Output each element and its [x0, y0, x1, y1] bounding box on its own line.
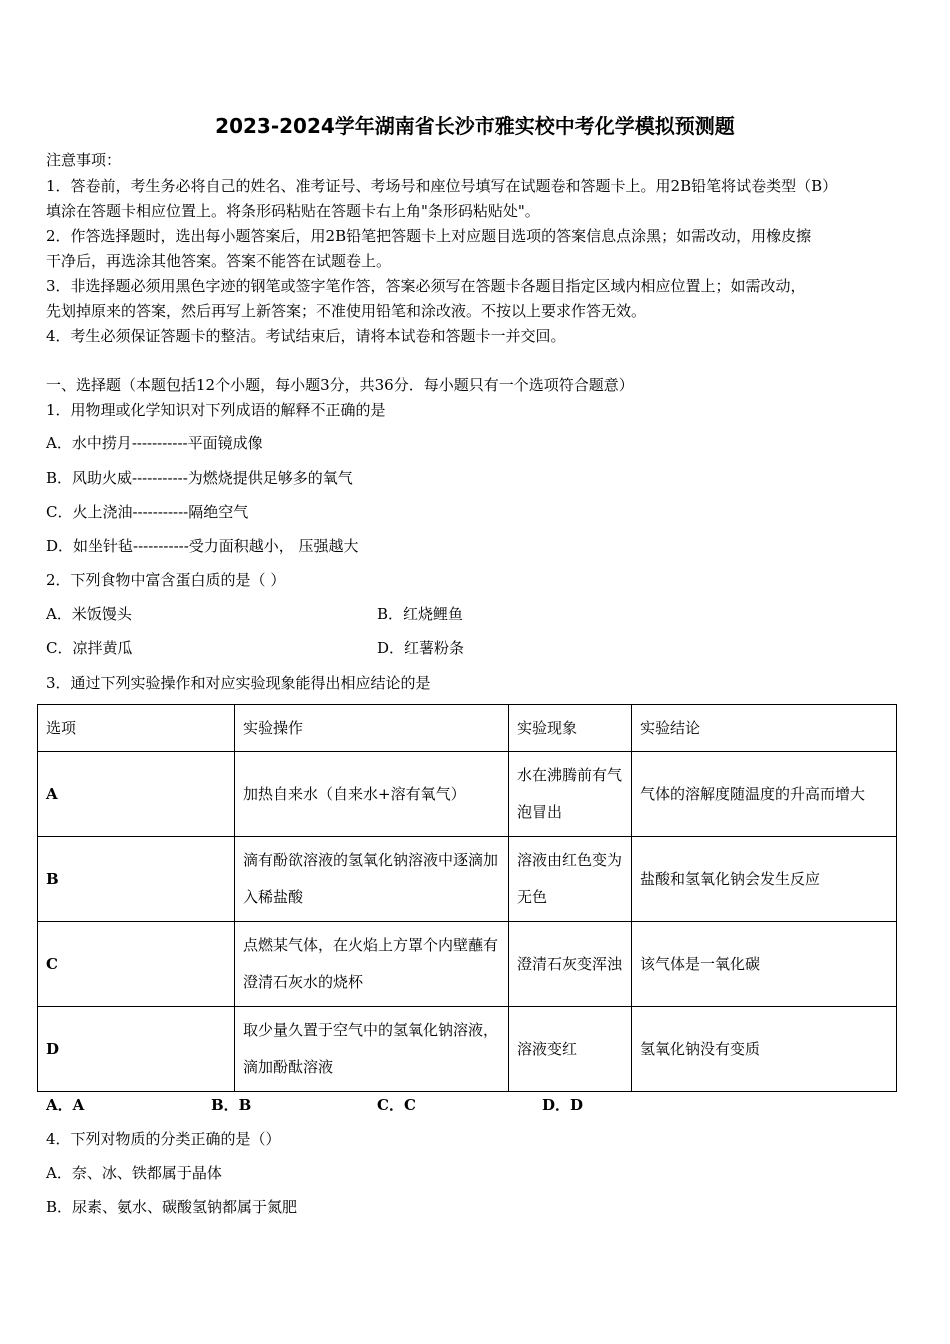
- table-header-row: [38, 705, 897, 752]
- q1-stem: 1．用物理或化学知识对下列成语的解释不正确的是: [46, 401, 386, 419]
- notice-line-7: 4．考生必须保证答题卡的整洁。考试结束后，请将本试卷和答题卡一并交回。: [46, 327, 566, 345]
- notice-line-4: 干净后，再选涂其他答案。答案不能答在试题卷上。: [46, 252, 392, 270]
- notice-line-6: 先划掉原来的答案，然后再写上新答案；不准使用铅笔和涂改液。不按以上要求作答无效。: [46, 302, 647, 320]
- row-phenomenon: 水在沸腾前有气泡冒出: [509, 752, 632, 837]
- table-row: [38, 752, 897, 837]
- q4-stem: 4．下列对物质的分类正确的是（）: [46, 1130, 281, 1148]
- q3-option-b: B．B: [211, 1096, 252, 1114]
- q4-option-a: A．奈、冰、铁都属于晶体: [46, 1164, 222, 1182]
- row-operation: 点燃某气体，在火焰上方罩个内壁蘸有澄清石灰水的烧杯: [235, 922, 509, 1007]
- q3-option-c: C．C: [377, 1096, 416, 1114]
- row-conclusion: 盐酸和氢氧化钠会发生反应: [632, 837, 897, 922]
- header-operation: 实验操作: [235, 705, 509, 752]
- row-phenomenon: 澄清石灰变浑浊: [509, 922, 632, 1007]
- row-option: B: [38, 837, 235, 922]
- row-operation: 取少量久置于空气中的氢氧化钠溶液，滴加酚酞溶液: [235, 1007, 509, 1092]
- q1-option-d: D．如坐针毡-----------受力面积越小， 压强越大: [46, 537, 359, 555]
- notice-line-3: 2．作答选择题时，选出每小题答案后，用2B铅笔把答题卡上对应题目选项的答案信息点涂黑；如需改动，用橡皮擦: [46, 227, 812, 245]
- q3-option-d: D．D: [542, 1096, 584, 1114]
- row-conclusion: 气体的溶解度随温度的升高而增大: [632, 752, 897, 837]
- table-row: [38, 837, 897, 922]
- row-option: C: [38, 922, 235, 1007]
- row-operation: 滴有酚欲溶液的氢氧化钠溶液中逐滴加入稀盐酸: [235, 837, 509, 922]
- experiment-table: [37, 704, 897, 1092]
- row-conclusion: 氢氧化钠没有变质: [632, 1007, 897, 1092]
- q1-option-c: C．火上浇油-----------隔绝空气: [46, 503, 249, 521]
- notice-heading: 注意事项：: [46, 151, 122, 169]
- q2-option-a: A．米饭馒头: [46, 605, 132, 623]
- q3-option-a: A．A: [46, 1096, 85, 1114]
- row-phenomenon: 溶液变红: [509, 1007, 632, 1092]
- row-phenomenon: 溶液由红色变为无色: [509, 837, 632, 922]
- notice-line-5: 3．非选择题必须用黑色字迹的钢笔或签字笔作答，答案必须写在答题卡各题目指定区域内相应位置上；如需改动，: [46, 277, 806, 295]
- q1-option-b: B．风助火威-----------为燃烧提供足够多的氧气: [46, 469, 353, 487]
- row-option: A: [38, 752, 235, 837]
- table-row: [38, 1007, 897, 1092]
- header-conclusion: 实验结论: [632, 705, 897, 752]
- q4-option-b: B．尿素、氨水、碳酸氢钠都属于氮肥: [46, 1198, 298, 1216]
- page-title: 2023-2024学年湖南省长沙市雅实校中考化学模拟预测题: [215, 114, 735, 138]
- q2-stem: 2．下列食物中富含蛋白质的是（ ）: [46, 571, 286, 589]
- q1-option-a: A．水中捞月-----------平面镜成像: [46, 434, 263, 452]
- q2-option-d: D．红薯粉条: [377, 639, 465, 657]
- row-conclusion: 该气体是一氧化碳: [632, 922, 897, 1007]
- header-phenomenon: 实验现象: [509, 705, 632, 752]
- notice-line-2: 填涂在答题卡相应位置上。将条形码粘贴在答题卡右上角"条形码粘贴处"。: [46, 202, 540, 220]
- row-operation: 加热自来水（自来水+溶有氧气）: [235, 752, 509, 837]
- q3-stem: 3．通过下列实验操作和对应实验现象能得出相应结论的是: [46, 674, 431, 692]
- q2-option-b: B．红烧鲤鱼: [377, 605, 464, 623]
- table-row: [38, 922, 897, 1007]
- notice-line-1: 1．答卷前，考生务必将自己的姓名、准考证号、考场号和座位号填写在试题卷和答题卡上。用2B铅笔将试卷类型（B）: [46, 177, 838, 195]
- header-option: 选项: [38, 705, 235, 752]
- section-heading: 一、选择题（本题包括12个小题，每小题3分，共36分．每小题只有一个选项符合题意）: [46, 376, 634, 394]
- row-option: D: [38, 1007, 235, 1092]
- q2-option-c: C．凉拌黄瓜: [46, 639, 133, 657]
